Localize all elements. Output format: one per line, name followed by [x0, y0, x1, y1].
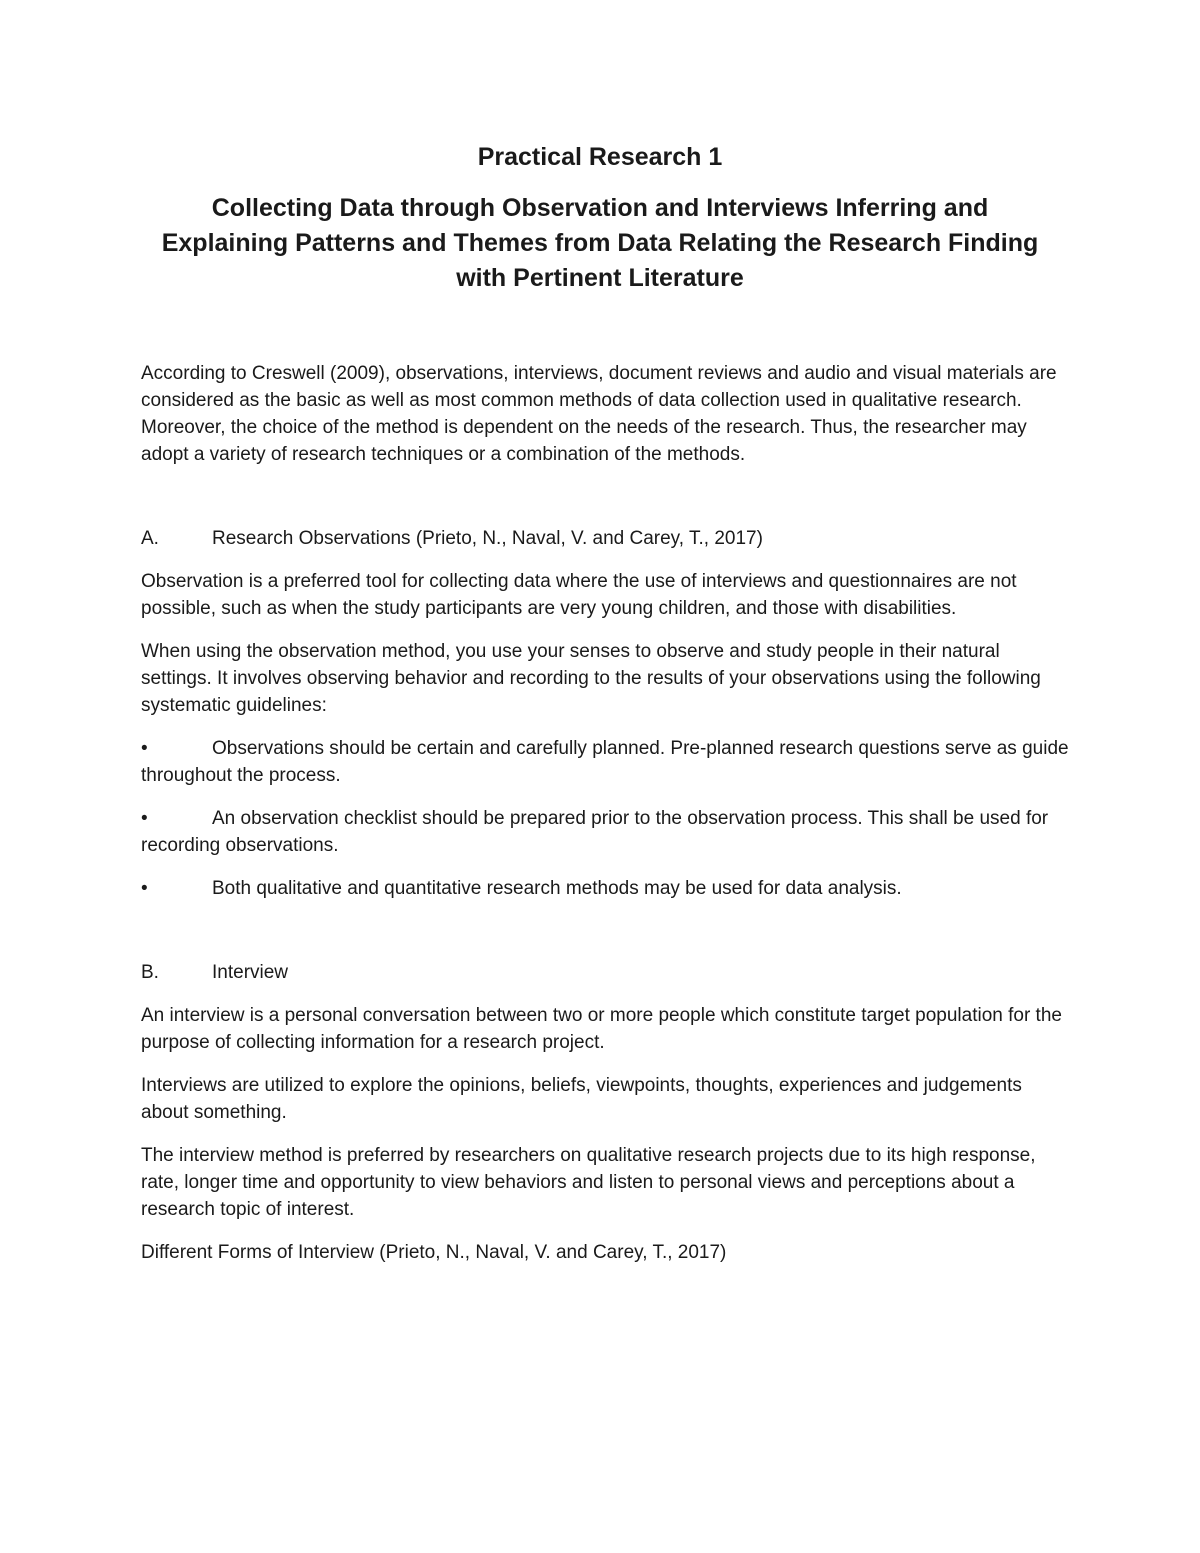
section-a-marker: A.	[141, 528, 159, 549]
intro-paragraph: According to Creswell (2009), observations, interviews, document reviews and audio and visual materials are considered as the basic as well as most common methods of data collection used in qualitative research. Moreover, the choice of the method is dependent on the needs of the research. Thus, the researcher may adopt a variety of research techniques or a combination of the methods.	[141, 363, 1057, 465]
bullet-text: An observation checklist should be prepared prior to the observation process. This shall be used for recording observations.	[141, 808, 1049, 856]
bullet-item	[141, 805, 1071, 859]
section-b-paragraph-2: Interviews are utilized to explore the opinions, beliefs, viewpoints, thoughts, experiences and judgements about something.	[141, 1075, 1022, 1123]
page-subtitle: Collecting Data through Observation and Interviews Inferring and Explaining Patterns and Themes from Data Relating the Research Finding with Pertinent Literature	[161, 194, 1039, 292]
section-b-heading	[141, 959, 1071, 986]
bullet-icon: •	[141, 808, 148, 829]
document-body	[141, 360, 1071, 1266]
bullet-text: Observations should be certain and carefully planned. Pre-planned research questions serve as guide throughout the process.	[141, 738, 1069, 786]
section-b-marker: B.	[141, 962, 159, 983]
page-title: Practical Research 1	[477, 143, 723, 171]
section-b-paragraph-1: An interview is a personal conversation between two or more people which constitute target population for the purpose of collecting information for a research project.	[141, 1005, 1062, 1053]
bullet-icon: •	[141, 878, 148, 899]
bullet-text: Both qualitative and quantitative research methods may be used for data analysis.	[212, 878, 902, 899]
section-b-paragraph-4: Different Forms of Interview (Prieto, N., Naval, V. and Carey, T., 2017)	[141, 1242, 727, 1263]
section-a-title: Research Observations (Prieto, N., Naval, V. and Carey, T., 2017)	[212, 528, 763, 549]
bullet-icon: •	[141, 738, 148, 759]
section-a-heading	[141, 525, 1071, 552]
section-b-title: Interview	[212, 962, 289, 983]
bullet-item	[141, 875, 1071, 902]
section-a-paragraph-1: Observation is a preferred tool for collecting data where the use of interviews and questionnaires are not possible, such as when the study participants are very young children, and those with disabilities.	[141, 571, 1017, 619]
bullet-item	[141, 735, 1071, 789]
section-b-paragraph-3: The interview method is preferred by researchers on qualitative research projects due to its high response, rate, longer time and opportunity to view behaviors and listen to personal views and perceptions about a research topic of interest.	[141, 1145, 1036, 1220]
section-a-paragraph-2: When using the observation method, you use your senses to observe and study people in their natural settings. It involves observing behavior and recording to the results of your observations using the following systematic guidelines:	[141, 641, 1041, 716]
